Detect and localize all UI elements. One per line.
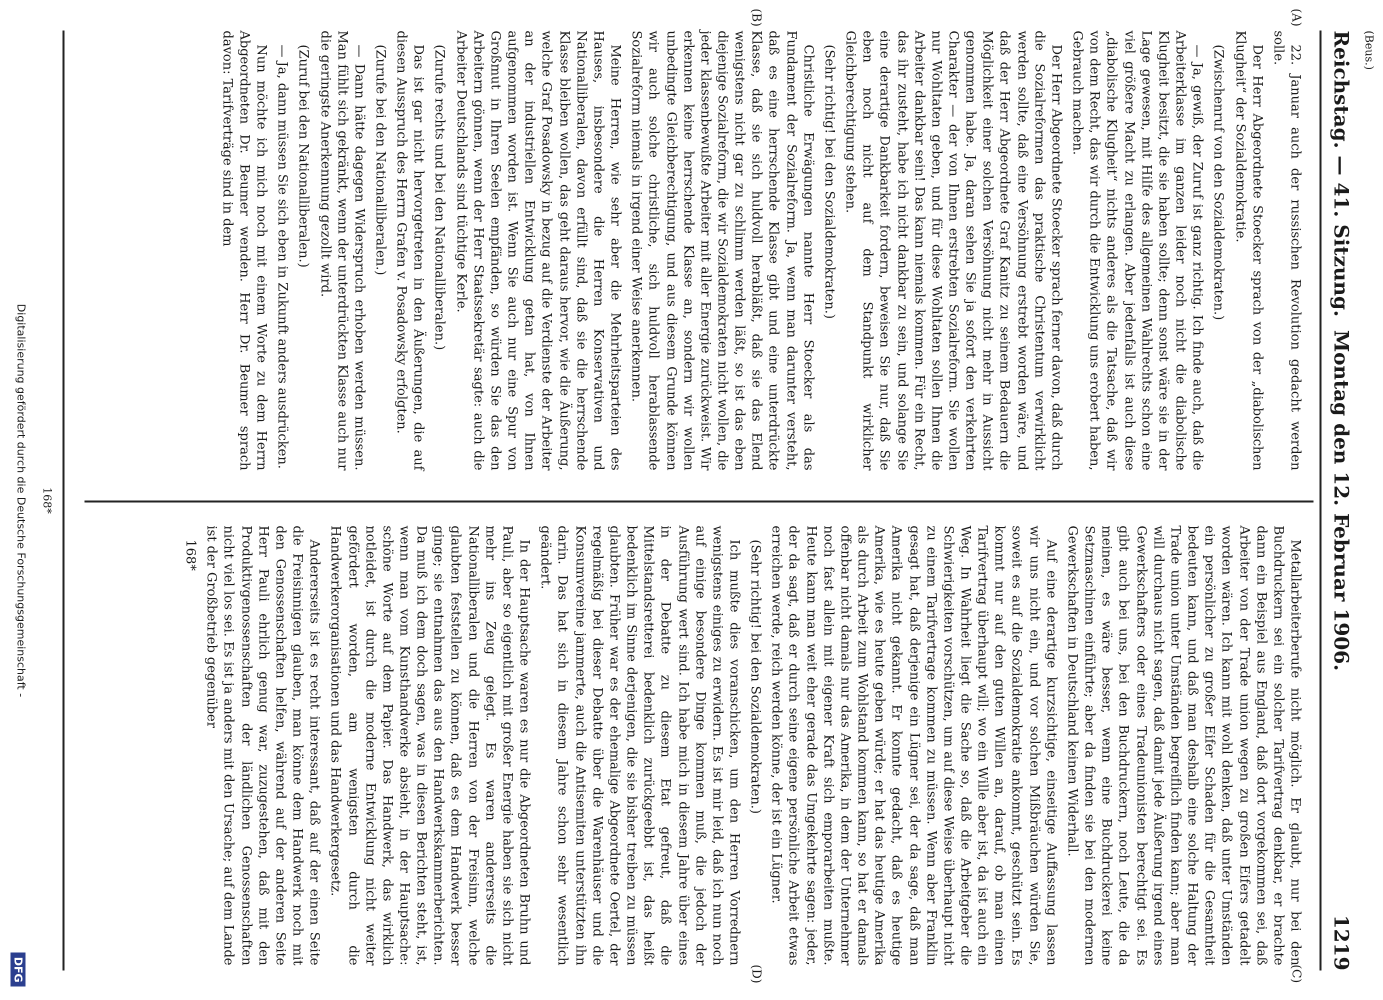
paragraph: Christliche Erwägungen nannte Herr Stoecker als das Fundament der Sozialreform. Ja, wenn man darunter versteht, daß es eine herrschende Klasse gibt und eine unterdrückte Klasse, daß sie sich huldvoll herabläßt, daß sie das Elend wenigstens nicht gar zu schlimm werden läßt, so ist das eben diejenige Sozialreform, die wir Sozialdemokraten nicht wollen, die jeder klassenbewußte Arbeiter mit aller Energie zurückweist. Wir erkennen keine herrschende Klasse an, sondern wir wollen unbedingte Gleichberechtigung, und aus diesem Grunde können wir auch solche christliche, sich huldvoll herablassende Sozialreform niemals in irgend einer Weise anerkennen. xyxy=(628,30,815,470)
speaker-name: (Beus.) xyxy=(1362,30,1375,70)
left-column xyxy=(214,30,1303,470)
paragraph: Auf eine derartige kurzsichtige, einseitige Auffassung lassen wir uns nicht ein, und vor solchen Mißbräuchen würden Sie, soweit es auf die Sozialdemokratie ankommt, geschützt sein. Es kommt nur auf den guten Willen an, darauf, ob man einen Tarifvertrag überhaupt will; wo ein Wille aber ist, da ist auch ein Weg. In Wahrheit liegt die Sache so, daß die Arbeitgeber die Schwierigkeiten vorschützen, um auf diese Weise überhaupt nicht zu einem Tarifvertrage kommen zu müssen. Wenn aber Franklin gesagt hat, daß derjenige ein Lügner sei, der da sage, daß man Amerika nicht gekannt. Er konnte gedacht, daß es heutige Amerika, wie es heute geben würde; er hat das heutige Amerika als durch Arbeit zum Wohlstand kommen kann, so hat er damals offenbar nicht damals nur das Amerika, in dem der Unternehmer noch fast allein mit eigener Kraft sich emporarbeiten mußte. Heute kann man weit eher gerade das Umgekehrte sagen: jeder, der da sagt, daß er durch seine eigene persönliche Arbeit etwas erreichen werde, reich werden könne, der ist ein Lügner. xyxy=(768,525,1058,965)
paragraph: — Ja, dann müssen Sie sich eben in Zukunft anders ausdrücken. xyxy=(274,44,290,469)
paragraph: Metallarbeiterberufe nicht möglich. Er glaubt, nur bei den Buchdruckern sei ein solcher Tarifvertrag denkbar, er brachte dann ein Beispiel aus England, daß dort vorgekommen sei, daß Arbeiter von der Trade union wegen zu großen Eifers getadelt worden wären. Ich kann mit wohl denken, daß unter Umständen ein persönlicher zu großer Eifer Schaden für die Gesamtheit bedeuten kann, und daß man deshalb eine solche Haltung der Trade union unter Umständen begreiflich finden kann; aber man will durchaus nicht sagen, daß damit jede Äußerung irgend eines Gewerkschafters oder eines Tradeunionisten berechtigt sei. Es gibt auch bei uns, bei den Buchdruckern, noch Leute, die da meinen, es wäre besser, wenn eine Buchdruckerei keine Setzmaschinen einführte; aber da finden sie bei den modernen Gewerkschaften in Deutschland keinen Widerhall. xyxy=(1063,525,1302,965)
paragraph: Nun möchte ich mich noch mit einem Worte zu dem Herrn Abgeordneten Dr. Beumer wenden. Herr Dr. Beumer sprach davon: Tarifverträge sind in dem xyxy=(218,30,269,470)
paragraph: Andererseits ist es recht interessant, daß auf der einen Seite die Freisinnigen glauben, man könne dem Handwerk noch mit den Genossenschaften helfen, während auf der anderen Seite Herr Pauli ehrlich genug war, zuzugestehen, daß mit den Produktivgenossenschaften der ländlichen Genossenschaften nicht viel los sei. Es ist ja anders mit den Ursache; auf dem Lande ist der Großbetrieb gegenüber xyxy=(203,525,322,965)
page-number: 1219 xyxy=(1329,914,1353,970)
paragraph: Meine Herren, wie sehr aber die Mehrheitsparteien des Hauses, insbesondere die Herren Konservativen und Nationalliberalen, davon erfüllt sind, daß sie die herrschende Klasse bleiben wollen, das geht daraus hervor, wie die Äußerung, welche Graf Posadowsky in bezug auf die Verdienste der Arbeiter an der industriellen Entwicklung getan hat, von Ihnen aufgenommen worden ist. Wenn Sie auch nur eine Spur von Großmut in Ihren Seelen empfänden, so würden Sie das den Arbeitern gönnen, wenn der Herr Staatssekretär sagte: auch die Arbeiter Deutschlands sind tüchtige Kerle. xyxy=(452,30,623,470)
digitization-credit: Digitalisierung gefördert durch die Deutsche Forschungsgemeinschaft - xyxy=(14,303,27,697)
margin-marker-c: (C) xyxy=(1289,964,1303,983)
footer-rule xyxy=(62,30,64,970)
paragraph: Ich mußte dies voranschicken, um den Herren Vorrednern wenigstens einiges zu erwidern. Es ist mir leid, daß ich nun noch auf einige besondere Dinge kommen muß, die jedoch der Ausführung wert sind. Ich habe mich in diesem Jahre über eines in der Debatte zu diesem Etat gefreut, daß die Mittelstandsretterei bedenklich zurückgeebbt ist, das heißt bedenklich im Sinne derjenigen, die sie bisher treiben zu müssen glaubten. Früher war es der ehemalige Abgeordnete Oertel, der regelmäßig bei dieser Debatte über die Warenhäuser und die Konsumvereine jammerte, auch die Antisemiten unterstützten ihn darin. Das hat sich in diesem Jahre schon sehr wesentlich geändert. xyxy=(537,525,741,965)
page-header xyxy=(1327,30,1357,970)
paragraph: 168* xyxy=(182,539,198,571)
header-publication: Reichstag. — 41. Sitzung. xyxy=(1329,30,1353,317)
paragraph: (Zurufe bei den Nationalliberalen.) xyxy=(372,44,388,275)
paragraph: — Ja, gewiß, der Zuruf ist ganz richtig. Ich finde auch, daß die Arbeiterklasse im ganzen leider noch nicht die diabolische Klugheit besitzt, die sie haben sollte; denn sonst wäre sie in der Lage gewesen, mit Hilfe des allgemeinen Wahlrechts schon eine viel größere Macht zu erlangen. Aber jedenfalls ist auch diese „diabolische Klugheit“ nichts anderes als die Tatsache, daß wir von dem Recht, das wir durch die Entwicklung uns erobert haben, Gebrauch machen. xyxy=(1069,30,1205,470)
right-column xyxy=(177,525,1303,965)
paragraph: 22. Januar auch der russischen Revolution gedacht werden solle. xyxy=(1269,30,1302,470)
paragraph: Der Herr Abgeordnete Stoecker sprach ferner davon, daß durch die Sozialreformen das praktische Christentum verwirklicht werden sollte, daß eine Versöhnung erstrebt worden wäre, und daß der Herr Abgeordnete Graf Kanitz zu seinem Bedauern die Möglichkeit einer solchen Versöhnung nicht mehr in Aussicht genommen habe. Ja, daran sehen Sie ja sofort den verkehrten Charakter — der von Ihnen erstrebten Sozialreform. Sie wollen nur Wohltaten geben, und für diese Wohltaten sollen Ihnen die Arbeiter dankbar sein! Das kann niemals kommen. Für ein Recht, das ihr zusteht, habe ich nicht dankbar zu sein, und solange Sie eine derartige Dankbarkeit fordern, beweisen Sie nur, daß Sie eben noch nicht auf dem Standpunkt wirklicher Gleichberechtigung stehen. xyxy=(842,30,1063,470)
header-date: Montag den 12. Februar 1906. xyxy=(1329,329,1353,671)
dfg-logo: DFG xyxy=(10,952,25,986)
paragraph: (Sehr richtig! bei den Sozialdemokraten.) xyxy=(747,539,763,814)
paragraph: In der Hauptsache waren es nur die Abgeordneten Bruhn und Pauli, aber so eigentlich mit großer Energie haben sie sich nicht mehr ins Zeug gelegt. Es waren andererseits die Nationalliberalen und die Herren von der Freisinn, welche glaubten feststellen zu können, daß es dem Handwerk besser ginge; sie entnahmen das aus den Handwerkskammerberichten. Da muß ich dem doch sagen, was in diesen Berichten steht, ist, wenn man vom Kunsthandwerke absieht, in der Hauptsache: schöne Worte auf dem Papier. Das Handwerk, das wirklich notleidet, ist durch die moderne Entwicklung nicht weiter gefördert worden, am wenigsten durch die Handwerkerorganisationen und das Handwerkergesetz. xyxy=(327,525,532,965)
paragraph: Der Herr Abgeordnete Stoecker sprach von der „diabolischen Klugheit“ der Sozialdemokratie. xyxy=(1231,30,1264,470)
paragraph: (Zurufe rechts und bei den Nationalliberalen.) xyxy=(431,44,447,350)
column-divider xyxy=(84,500,1313,502)
paragraph: (Zwischenruf von den Sozialdemokraten.) xyxy=(1210,44,1226,320)
margin-marker-b: (B) xyxy=(749,8,763,27)
margin-marker-a: (A) xyxy=(1289,8,1303,27)
paragraph: — Dann hätte dagegen Widerspruch erhoben werden müssen. Man fühlt sich gekränkt, wenn der unterdrückten Klasse auch nur die geringste Anerkennung gezollt wird. xyxy=(316,30,366,470)
paragraph: (Zuruf bei den Nationalliberalen.) xyxy=(295,44,311,268)
header-rule xyxy=(1319,30,1321,970)
signature-mark: 168* xyxy=(40,486,53,514)
margin-marker-d: (D) xyxy=(749,964,763,983)
paragraph: (Sehr richtig! bei den Sozialdemokraten.) xyxy=(820,44,836,319)
paragraph: Das ist gar nicht hervorgetreten in den Äußerungen, die auf diesen Ausspruch des Herrn Grafen v. Posadowsky erfolgten. xyxy=(393,30,426,470)
